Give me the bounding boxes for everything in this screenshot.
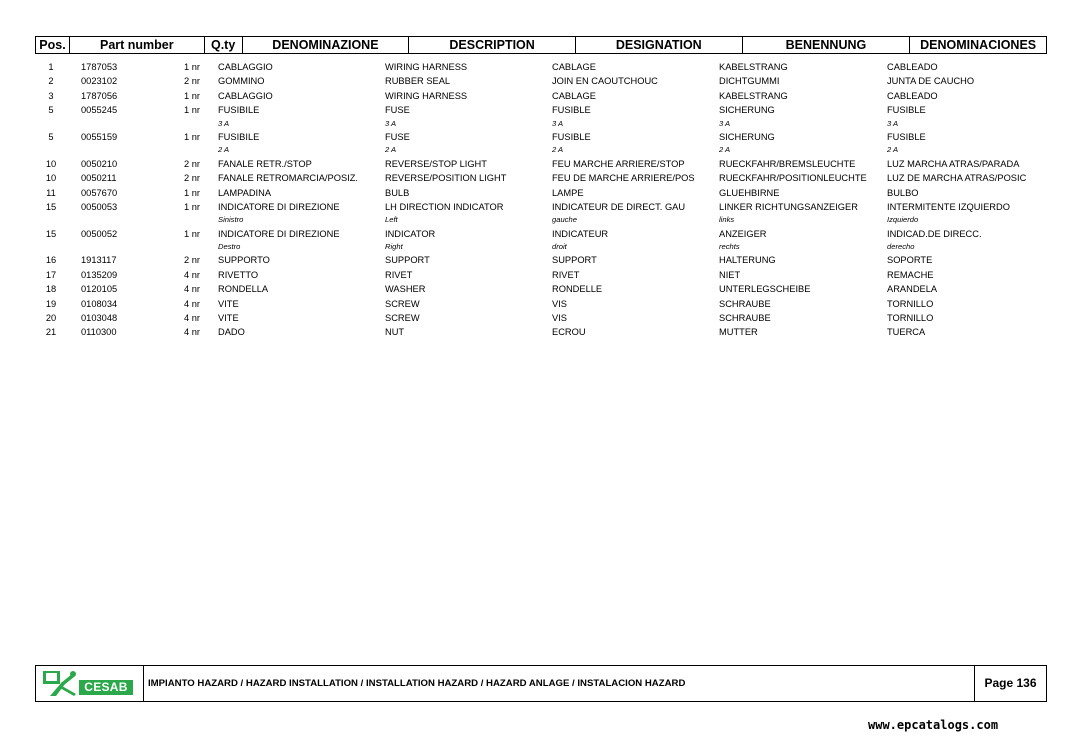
header-benennung: BENENNUNG (743, 37, 911, 53)
cell-denominaciones: Izquierdo (887, 215, 919, 225)
cell-benennung: SICHERUNG (719, 105, 775, 116)
cell-denominazione: FANALE RETROMARCIA/POSIZ. (218, 173, 358, 184)
table-row (35, 171, 1047, 185)
website-link[interactable]: www.epcatalogs.com (868, 718, 999, 732)
cell-qty: 4 nr (183, 313, 200, 324)
cell-benennung: rechts (719, 242, 740, 252)
cell-denominaciones: BULBO (887, 187, 919, 198)
cell-designation: RIVET (552, 269, 580, 280)
cell-part-number: 0050052 (81, 228, 118, 239)
header-denominazione: DENOMINAZIONE (243, 37, 410, 53)
cell-denominaciones: CABLEADO (887, 62, 938, 72)
cesab-logo-icon (42, 670, 82, 697)
cell-designation: INDICATEUR DE DIRECT. GAU (552, 201, 686, 212)
cell-qty: 2 nr (183, 76, 200, 87)
table-row (35, 60, 1047, 74)
cell-qty: 1 nr (183, 201, 200, 212)
table-row (35, 227, 1047, 241)
cell-pos: 10 (45, 158, 57, 169)
cell-denominaciones: CABLEADO (887, 90, 938, 101)
cell-benennung: 2 A (719, 145, 731, 155)
table-row-note (35, 144, 1047, 156)
table-row-note (35, 214, 1047, 226)
cell-denominaciones: TORNILLO (887, 313, 934, 324)
cell-qty: 1 nr (183, 62, 200, 72)
cell-qty: 2 nr (183, 158, 200, 169)
cell-pos: 5 (48, 105, 54, 116)
cell-benennung: DICHTGUMMI (719, 76, 780, 87)
cell-designation: FEU MARCHE ARRIERE/STOP (552, 158, 685, 169)
cell-denominazione: FUSIBILE (218, 105, 260, 116)
cell-part-number: 0057670 (81, 187, 118, 198)
cell-denominaciones: FUSIBLE (887, 105, 926, 116)
table-row (35, 282, 1047, 296)
table-row (35, 130, 1047, 144)
cell-description: Right (385, 242, 403, 252)
cell-description: WIRING HARNESS (385, 62, 468, 72)
cell-designation: gauche (552, 215, 577, 225)
cell-pos: 3 (48, 90, 54, 101)
cell-denominazione: CABLAGGIO (218, 62, 273, 72)
cell-qty: 4 nr (183, 269, 200, 280)
cell-denominazione: 2 A (218, 145, 230, 155)
cell-denominazione: 3 A (218, 118, 230, 128)
header-part-number: Part number (70, 37, 205, 53)
cell-designation: CABLAGE (552, 90, 596, 101)
table-row (35, 89, 1047, 103)
table-row (35, 325, 1047, 339)
cell-denominazione: LAMPADINA (218, 187, 272, 198)
cell-designation: droit (552, 242, 567, 252)
cell-description: SCREW (385, 313, 420, 324)
cell-benennung: HALTERUNG (719, 255, 776, 266)
footer-title: IMPIANTO HAZARD / HAZARD INSTALLATION / INSTALLATION HAZARD / HAZARD ANLAGE / INSTALACION HAZARD (148, 678, 686, 689)
header-denominaciones: DENOMINACIONES (920, 38, 1037, 52)
cell-benennung: links (719, 215, 735, 225)
cell-part-number: 0108034 (81, 298, 118, 309)
cell-pos: 21 (45, 327, 57, 338)
cell-part-number: 1787056 (81, 90, 118, 101)
cell-denominaciones: TUERCA (887, 327, 926, 338)
cell-description: INDICATOR (385, 228, 436, 239)
cell-benennung: KABELSTRANG (719, 90, 788, 101)
table-row-note (35, 118, 1047, 130)
table-row (35, 268, 1047, 282)
cell-description: BULB (385, 187, 410, 198)
header-designation: DESIGNATION (576, 37, 743, 53)
cell-part-number: 0050053 (81, 201, 118, 212)
cell-benennung: RUECKFAHR/POSITIONLEUCHTE (719, 173, 867, 184)
cell-designation: FUSIBLE (552, 105, 591, 116)
cell-denominaciones: ARANDELA (887, 284, 938, 295)
cell-pos: 10 (45, 173, 57, 184)
cell-benennung: 3 A (719, 118, 731, 128)
cell-description: NUT (385, 327, 405, 338)
cell-denominaciones: LUZ DE MARCHA ATRAS/POSIC (887, 173, 1027, 184)
cell-denominazione: RIVETTO (218, 269, 259, 280)
cell-denominaciones: SOPORTE (887, 255, 933, 266)
table-row (35, 253, 1047, 267)
cell-description: REVERSE/POSITION LIGHT (385, 173, 507, 184)
cell-denominazione: SUPPORTO (218, 255, 270, 266)
cell-denominaciones: JUNTA DE CAUCHO (887, 76, 975, 87)
cell-description: WIRING HARNESS (385, 90, 468, 101)
cell-designation: RONDELLE (552, 284, 603, 295)
page-footer (35, 665, 1047, 702)
cell-part-number: 1913117 (81, 255, 117, 266)
cell-description: 3 A (385, 118, 397, 128)
cell-pos: 18 (45, 284, 57, 295)
cell-benennung: NIET (719, 269, 741, 280)
cell-benennung: RUECKFAHR/BREMSLEUCHTE (719, 158, 856, 169)
header-pos: Pos. (36, 37, 70, 53)
cell-benennung: UNTERLEGSCHEIBE (719, 284, 811, 295)
cell-part-number: 0050210 (81, 158, 118, 169)
table-header (35, 36, 1047, 54)
logo-wordmark: CESAB (79, 680, 133, 695)
cell-pos: 11 (46, 187, 56, 198)
table-row (35, 103, 1047, 117)
cell-pos: 1 (48, 62, 54, 72)
cell-designation: 3 A (552, 118, 564, 128)
cell-denominaciones: derecho (887, 242, 915, 252)
cell-denominaciones: LUZ MARCHA ATRAS/PARADA (887, 158, 1020, 169)
header-qty: Q.ty (205, 37, 243, 53)
page-number: Page 136 (974, 666, 1046, 701)
cell-denominaciones: REMACHE (887, 269, 934, 280)
cell-denominazione: CABLAGGIO (218, 90, 273, 101)
cell-qty: 1 nr (183, 131, 200, 142)
cell-part-number: 0055245 (81, 105, 118, 116)
cell-benennung: KABELSTRANG (719, 62, 788, 72)
cell-qty: 2 nr (183, 255, 200, 266)
cell-description: REVERSE/STOP LIGHT (385, 158, 487, 169)
cell-pos: 5 (48, 131, 54, 142)
parts-table-body (35, 60, 1047, 340)
cell-denominazione: DADO (218, 327, 245, 338)
cell-denominaciones: INTERMITENTE IZQUIERDO (887, 201, 1010, 212)
cell-part-number: 0055159 (81, 131, 118, 142)
cell-description: SUPPORT (385, 255, 430, 266)
cell-benennung: GLUEHBIRNE (719, 187, 780, 198)
cell-part-number: 0110300 (81, 327, 117, 338)
cell-denominazione: INDICATORE DI DIREZIONE (218, 201, 340, 212)
cell-denominazione: VITE (218, 298, 239, 309)
cell-description: SCREW (385, 298, 420, 309)
cell-qty: 1 nr (183, 90, 200, 101)
cell-denominazione: Sinistro (218, 215, 244, 225)
cell-designation: JOIN EN CAOUTCHOUC (552, 76, 658, 87)
table-row (35, 157, 1047, 171)
cell-part-number: 1787053 (81, 62, 118, 72)
table-row (35, 311, 1047, 325)
cell-qty: 1 nr (183, 228, 200, 239)
cell-description: 2 A (385, 145, 397, 155)
cell-benennung: LINKER RICHTUNGSANZEIGER (719, 201, 858, 212)
cell-denominazione: Destro (218, 242, 241, 252)
cell-designation: LAMPE (552, 187, 584, 198)
cell-benennung: MUTTER (719, 327, 758, 338)
cell-description: Left (385, 215, 398, 225)
cell-designation: VIS (552, 298, 567, 309)
cell-benennung: ANZEIGER (719, 228, 767, 239)
cell-part-number: 0050211 (81, 173, 117, 184)
cell-denominaciones: TORNILLO (887, 298, 934, 309)
cell-pos: 20 (45, 313, 57, 324)
table-row (35, 186, 1047, 200)
cell-designation: SUPPORT (552, 255, 597, 266)
cell-part-number: 0120105 (81, 284, 118, 295)
cell-description: FUSE (385, 131, 410, 142)
cell-denominaciones: INDICAD.DE DIRECC. (887, 228, 982, 239)
cell-qty: 4 nr (183, 327, 200, 338)
cell-denominaciones: FUSIBLE (887, 131, 926, 142)
cell-denominazione: RONDELLA (218, 284, 269, 295)
cell-description: RIVET (385, 269, 413, 280)
table-row (35, 74, 1047, 88)
cell-designation: VIS (552, 313, 567, 324)
cell-qty: 4 nr (183, 284, 200, 295)
cell-pos: 15 (45, 201, 57, 212)
cell-description: WASHER (385, 284, 426, 295)
header-description: DESCRIPTION (409, 37, 576, 53)
cell-denominazione: VITE (218, 313, 239, 324)
cell-denominaciones: 3 A (887, 118, 899, 128)
cell-benennung: SCHRAUBE (719, 298, 771, 309)
cell-denominazione: INDICATORE DI DIREZIONE (218, 228, 340, 239)
cell-pos: 16 (45, 255, 57, 266)
cell-designation: ECROU (552, 327, 586, 338)
cell-pos: 17 (45, 269, 57, 280)
cell-description: LH DIRECTION INDICATOR (385, 201, 504, 212)
cell-designation: CABLAGE (552, 62, 596, 72)
cell-benennung: SCHRAUBE (719, 313, 771, 324)
cell-qty: 2 nr (183, 173, 200, 184)
cell-designation: FUSIBLE (552, 131, 591, 142)
cell-pos: 2 (48, 76, 54, 87)
cell-designation: INDICATEUR (552, 228, 609, 239)
cell-denominazione: GOMMINO (218, 76, 265, 87)
cell-description: RUBBER SEAL (385, 76, 451, 87)
cell-qty: 4 nr (183, 298, 200, 309)
cesab-logo (36, 666, 144, 701)
cell-denominazione: FUSIBILE (218, 131, 260, 142)
table-row-note (35, 241, 1047, 253)
table-row (35, 200, 1047, 214)
cell-part-number: 0023102 (81, 76, 118, 87)
cell-pos: 19 (45, 298, 57, 309)
cell-denominazione: FANALE RETR./STOP (218, 158, 312, 169)
cell-benennung: SICHERUNG (719, 131, 775, 142)
cell-part-number: 0135209 (81, 269, 118, 280)
cell-description: FUSE (385, 105, 410, 116)
table-row (35, 297, 1047, 311)
cell-pos: 15 (45, 228, 57, 239)
cell-denominaciones: 2 A (887, 145, 899, 155)
cell-qty: 1 nr (183, 105, 200, 116)
cell-part-number: 0103048 (81, 313, 118, 324)
cell-qty: 1 nr (183, 187, 200, 198)
cell-designation: FEU DE MARCHE ARRIERE/POS (552, 173, 695, 184)
cell-designation: 2 A (552, 145, 564, 155)
